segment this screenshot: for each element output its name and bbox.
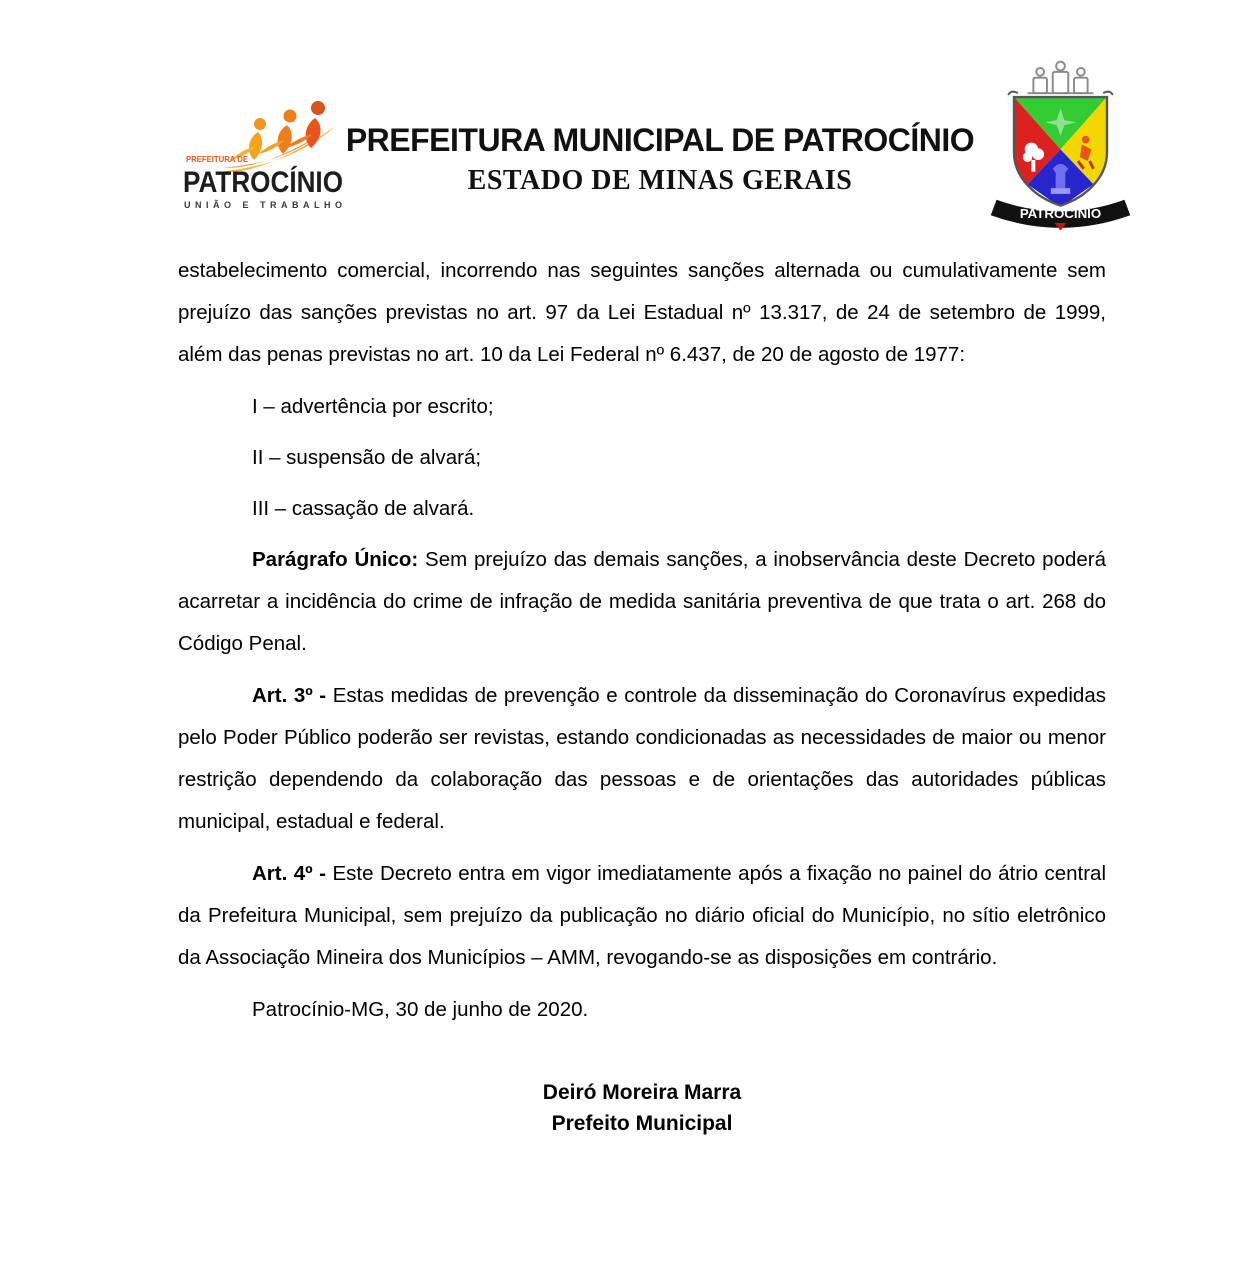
paragraph-art-3 bbox=[178, 675, 1106, 843]
header-title-line2: ESTADO DE MINAS GERAIS bbox=[467, 165, 853, 196]
crest-quadrants bbox=[1014, 97, 1107, 207]
paragraph-paragrafo-unico bbox=[178, 539, 1106, 665]
art-4-lead: Art. 4º - bbox=[252, 862, 326, 885]
logo-motto: UNIÃO E TRABALHO bbox=[184, 200, 342, 210]
dateline: Patrocínio-MG, 30 de junho de 2020. bbox=[252, 998, 589, 1021]
list-item-2: II – suspensão de alvará; bbox=[252, 446, 482, 469]
crest-crown-icon bbox=[1028, 62, 1094, 93]
list-item-3: III – cassação de alvará. bbox=[252, 497, 475, 520]
body-paragraph-continuation: estabelecimento comercial, incorrendo nas seguintes sanções alternada ou cumulativamente sem prejuízo das sanções previstas no art. 97 da Lei Estadual nº 13.317, de 24 de setembro de 1999, além das penas previstas no art. 10 da Lei Federal nº 6.437, de 20 de agosto de 1977: bbox=[178, 259, 1106, 366]
header-title-line1: PREFEITURA MUNICIPAL DE PATROCÍNIO bbox=[345, 122, 975, 158]
signature-block bbox=[178, 1077, 1106, 1139]
logo-pretext: PREFEITURA DE bbox=[186, 155, 249, 164]
document-body bbox=[178, 250, 1106, 1139]
header-titles bbox=[320, 122, 1000, 197]
logo-name: PATROCÍNIO bbox=[183, 166, 363, 199]
sanctions-list bbox=[178, 386, 1106, 530]
paragrafo-unico-text: Sem prejuízo das demais sanções, a inobservância deste Decreto poderá acarretar a incidência do crime de infração de medida sanitária preventiva de que trata o art. 268 do Código Penal. bbox=[178, 548, 1106, 655]
list-item-1: I – advertência por escrito; bbox=[252, 395, 494, 418]
municipal-coat-of-arms bbox=[983, 60, 1138, 230]
paragrafo-unico-lead: Parágrafo Único: bbox=[252, 548, 419, 571]
art-3-lead: Art. 3º - bbox=[252, 684, 327, 707]
coat-of-arms-icon bbox=[983, 60, 1138, 230]
art-4-text: Este Decreto entra em vigor imediatamente após a fixação no painel do átrio central da Prefeitura Municipal, sem prejuízo da publicação no diário oficial do Município, no sítio eletrônico da Associação Mineira dos Municípios – AMM, revogando-se as disposições em contrário. bbox=[178, 862, 1106, 969]
runner-figures-icon bbox=[230, 101, 325, 160]
paragraph-art-4 bbox=[178, 853, 1106, 979]
signature-name: Deiró Moreira Marra bbox=[542, 1081, 742, 1104]
signature-title: Prefeito Municipal bbox=[551, 1112, 733, 1135]
art-3-text: Estas medidas de prevenção e controle da disseminação do Coronavírus expedidas pelo Poder Público poderão ser revistas, estando condicionadas as necessidades de maior ou menor restrição dependendo da colaboração das pessoas e de orientações das autoridades públicas municipal, estadual e federal. bbox=[178, 684, 1106, 833]
document-header bbox=[0, 0, 1240, 240]
crest-banner-text: PATROCINIO bbox=[1019, 207, 1102, 222]
